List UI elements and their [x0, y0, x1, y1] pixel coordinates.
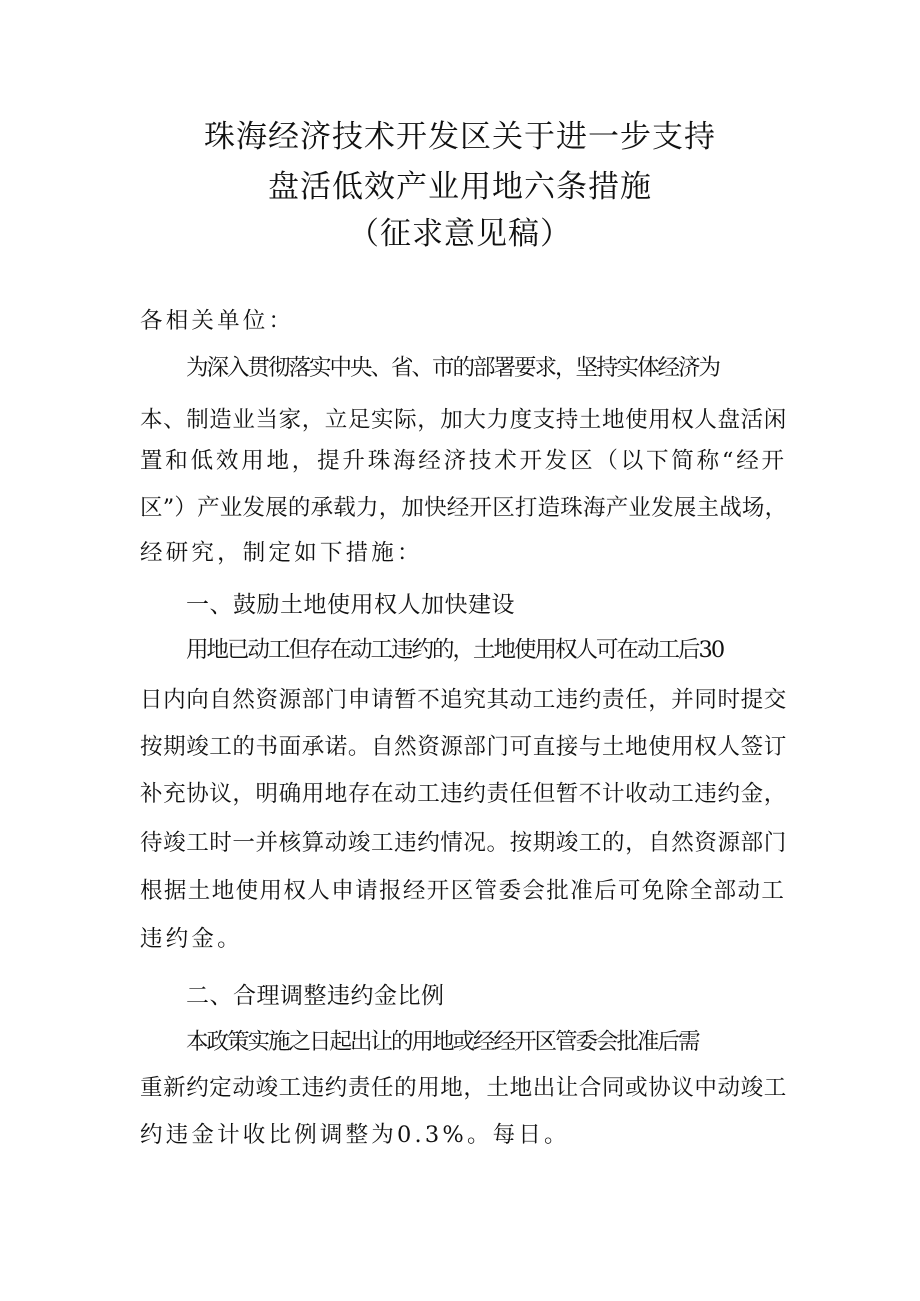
paragraph-line: 待竣工时一并核算动竣工违约情况。按期竣工的，自然资源部门: [140, 830, 787, 856]
section-1-heading: 一、鼓励土地使用权人加快建设: [186, 592, 515, 618]
paragraph-line: 用地已动工但存在动工违约的，土地使用权人可在动工后30: [186, 637, 724, 663]
paragraph-line: 本政策实施之日起出让的用地或经经开区管委会批准后需: [186, 1029, 699, 1055]
paragraph-line: 重新约定动竣工违约责任的用地，土地出让合同或协议中动竣工: [140, 1075, 787, 1101]
paragraph-line: 为深入贯彻落实中央、省、市的部署要求，坚持实体经济为: [186, 355, 720, 381]
document-title-line-1: 珠海经济技术开发区关于进一步支持: [204, 119, 716, 155]
paragraph-line: 本、制造业当家，立足实际，加大力度支持土地使用权人盘活闲: [140, 407, 787, 433]
section-2-heading: 二、合理调整违约金比例: [186, 983, 445, 1009]
paragraph-line: 置和低效用地，提升珠海经济技术开发区（以下简称“经开: [140, 448, 787, 474]
paragraph-line: 经研究，制定如下措施：: [140, 540, 423, 566]
document-title-line-2: 盘活低效产业用地六条措施: [268, 169, 652, 205]
paragraph-line: 违约金。: [140, 926, 243, 952]
paragraph-line: 按期竣工的书面承诺。自然资源部门可直接与土地使用权人签订: [140, 734, 787, 760]
paragraph-line: 补充协议，明确用地存在动工违约责任但暂不计收动工违约金，: [140, 781, 787, 807]
salutation: 各相关单位：: [140, 308, 295, 334]
paragraph-line: 约违金计收比例调整为0.3%。每日。: [140, 1122, 570, 1148]
paragraph-line: 日内向自然资源部门申请暂不追究其动工违约责任，并同时提交: [140, 687, 787, 713]
paragraph-line: 根据土地使用权人申请报经开区管委会批准后可免除全部动工: [140, 878, 786, 904]
document-title-line-3: （征求意见稿）: [348, 216, 572, 252]
paragraph-line: 区”）产业发展的承载力，加快经开区打造珠海产业发展主战场，: [140, 495, 788, 521]
